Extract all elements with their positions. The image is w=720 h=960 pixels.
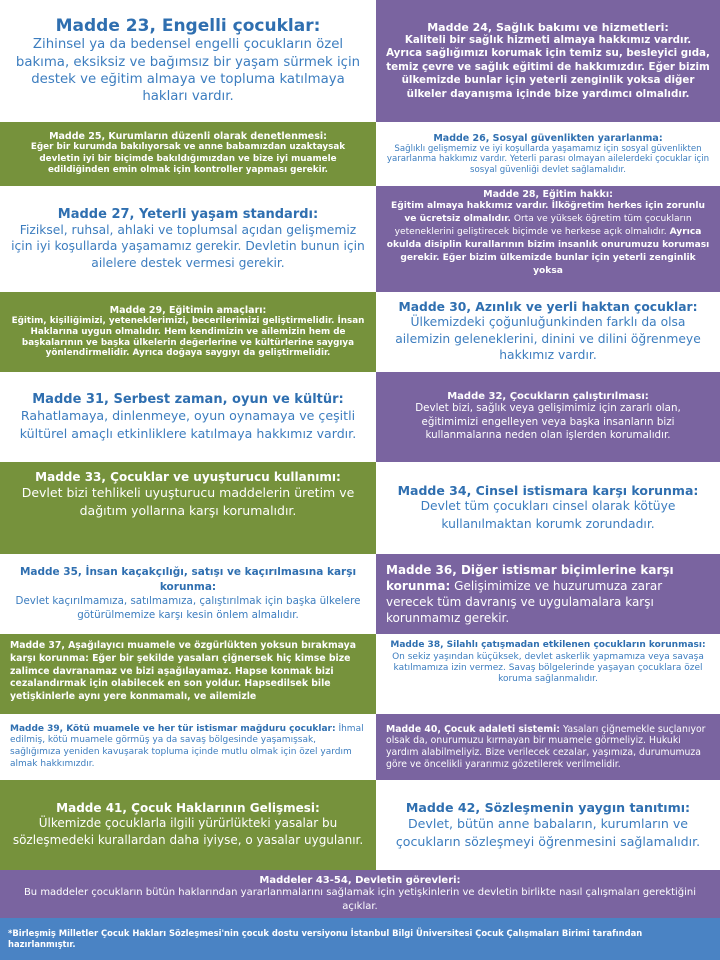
article-36-title: Madde 36, Diğer istismar biçimlerine karşı korunma: bbox=[386, 562, 674, 593]
articles-43-54-card bbox=[0, 870, 720, 918]
article-30-body: Ülkemizdeki çoğunluğunkinden farklı da olsa ailemizin geleneklerini, dinini ve dilini öğrenmeye hakkımız vardır. bbox=[395, 315, 701, 363]
article-34-card bbox=[376, 462, 720, 554]
article-24-title: Madde 24, Sağlık bakımı ve hizmetleri: bbox=[427, 21, 669, 35]
article-42-card bbox=[376, 780, 720, 870]
article-37-title: Madde 37, Aşağılayıcı muamele ve özgürlükten yoksun bırakmaya karşı korunma: bbox=[10, 640, 356, 664]
article-34-title: Madde 34, Cinsel istismara karşı korunma: bbox=[397, 483, 699, 499]
article-29-body: Eğitim, kişiliğimizi, yeteneklerimizi, becerilerimizi geliştirmelidir. İnsan Haklarına uygun olmalıdır. Hem kendimizin ve ailemizin hem de başkalarının ve başka ülkelerin değerlerine ve kültürlerine saygıya yönlendirmelidir. Ayrıca doğaya saygıyı da geliştirmelidir. bbox=[11, 315, 365, 359]
article-25-body: Eğer bir kurumda bakılıyorsak ve anne babamızdan uzaktaysak devletin iyi bir biçimde bakıldığımızdan ve bize iyi muamele edildiğinden emin olmak için kontroller yapması gerekir. bbox=[30, 142, 346, 176]
article-42-body: Devlet, bütün anne babaların, kurumların ve çocukların sözleşmeyi öğrenmesini sağlamalıdır. bbox=[395, 815, 701, 849]
article-23-body: Zihinsel ya da bedensel engelli çocukların özel bakıma, eksiksiz ve bağımsız bir yaşam sürmek için destek ve eğitim almaya ve topluma katılmaya hakları vardır. bbox=[15, 37, 361, 105]
article-23-title: Madde 23, Engelli çocuklar: bbox=[55, 16, 321, 37]
article-25-card bbox=[0, 122, 376, 186]
article-32-card bbox=[376, 372, 720, 462]
article-33-body: Devlet bizi tehlikeli uyuşturucu maddelerin üretim ve dağıtım yollarına karşı korumalıdır. bbox=[21, 485, 355, 518]
article-29-card bbox=[0, 292, 376, 372]
article-23-card bbox=[0, 0, 376, 122]
article-28-title: Madde 28, Eğitim hakkı: bbox=[483, 189, 613, 200]
article-28-body-part1: Eğitim almaya hakkımız vardır. İlköğretim herkes için zorunlu ve ücretsiz olmalıdır. bbox=[391, 201, 705, 224]
article-38-body: On sekiz yaşından küçüksek, devlet askerlik yapmamıza veya savaşa katılmamıza izin vermez. Savaş bölgelerinde yaşayan çocuklara özel koruma sağlanmalıdır. bbox=[392, 651, 704, 685]
article-26-body: Sağlıklı gelişmemiz ve iyi koşullarda yaşamamız için sosyal güvenlikten yararlanma hakkımız vardır. Yeterli parası olmayan ailelerdeki çocuklar için sosyal güvenliği devlet sağlamalıdır. bbox=[386, 144, 710, 175]
articles-43-54-title: Maddeler 43-54, Devletin görevleri: bbox=[259, 875, 461, 886]
article-36-card bbox=[376, 554, 720, 634]
article-29-title: Madde 29, Eğitimin amaçları: bbox=[109, 304, 267, 316]
article-33-title: Madde 33, Çocuklar ve uyuşturucu kullanımı: bbox=[35, 470, 341, 484]
article-34-body: Devlet tüm çocukları cinsel olarak kötüye kullanılmaktan korumk zorundadır. bbox=[420, 499, 676, 531]
article-35-title: Madde 35, İnsan kaçakçılığı, satışı ve kaçırılmasına karşı korunma: bbox=[19, 566, 357, 594]
article-39-body: İhmal edilmiş, kötü muamele görmüş ya da savaş bölgesinde yaşamışsak, sağlığımıza yeniden kavuşarak topluma içinde mutlu olmak için özel yardım almak hakkımızdır. bbox=[10, 723, 364, 769]
article-31-title: Madde 31, Serbest zaman, oyun ve kültür: bbox=[32, 391, 344, 407]
footnote-banner bbox=[0, 918, 720, 960]
article-27-card bbox=[0, 186, 376, 292]
article-26-title: Madde 26, Sosyal güvenlikten yararlanma: bbox=[433, 133, 663, 145]
article-38-title: Madde 38, Silahlı çatışmadan etkilenen çocukların korunması: bbox=[390, 640, 706, 650]
article-35-body: Devlet kaçırılmamıza, satılmamıza, çalıştırılmak için başka ülkelere götürülmemize karşı kesin önlem almalıdır. bbox=[15, 594, 361, 621]
article-40-card bbox=[376, 714, 720, 780]
article-35-card bbox=[0, 554, 376, 634]
article-24-body: Kaliteli bir sağlık hizmeti almaya hakkımız vardır. Ayrıca sağlığımızı korumak için temiz su, besleyici gıda, temiz çevre ve sağlık eğitimi de hakkımızdır. Eğer bizim ülkemizde bunlar için yeterli zenginlik yoksa diğer ülkeler dayanışma içinde bize yardımcı olmalıdır. bbox=[386, 34, 710, 100]
footnote-text: *Birleşmiş Milletler Çocuk Hakları Sözleşmesi'nin çocuk dostu versiyonu İstanbul Bilgi Üniversitesi Çocuk Çalışmaları Birimi tarafından hazırlanmıştır. bbox=[8, 927, 643, 949]
article-27-body: Fiziksel, ruhsal, ahlaki ve toplumsal açıdan gelişmemiz için iyi koşullarda yaşamamız gerekir. Devletin bunun için ailelere destek vermesi gerekir. bbox=[11, 222, 365, 270]
article-36-body: Gelişimimize ve huzurumuza zarar verecek tüm davranış ve uygulamalara karşı korunmamız gerekir. bbox=[386, 578, 663, 626]
article-30-card bbox=[376, 292, 720, 372]
article-41-body: Ülkemizde çocuklarla ilgili yürürlükteki yasalar bu sözleşmedeki kurallardan daha iyiyse, o yasalar uygulanır. bbox=[12, 816, 364, 847]
article-32-title: Madde 32, Çocukların çalıştırılması: bbox=[447, 390, 649, 402]
article-26-card bbox=[376, 122, 720, 186]
article-27-title: Madde 27, Yeterli yaşam standardı: bbox=[57, 206, 319, 222]
article-41-title: Madde 41, Çocuk Haklarının Gelişmesi: bbox=[56, 801, 320, 816]
article-40-body: Yasaları çiğnemekle suçlanıyor olsak da, onurumuzu kırmayan bir muamele görmeliyiz. Hukuki yardım alabilmeliyiz. Bize verilecek cezalar, yaşımıza, durumumuza göre ve öncelikli yararımız gözetilerek verilmelidir. bbox=[386, 723, 706, 770]
article-31-card bbox=[0, 372, 376, 462]
article-38-card bbox=[376, 634, 720, 714]
article-37-body: Eğer bir şekilde yasaları çiğnersek hiç kimse bize zalimce davranamaz ve bizi aşağılayamaz. Hapse konmak bizi cezalandırmak için olabilecek en son yoldur. Hapsedilsek bile yetişkinlerle aynı yere konmamalı, ve ailemizle bbox=[10, 652, 351, 703]
article-25-title: Madde 25, Kurumların düzenli olarak denetlenmesi: bbox=[49, 131, 327, 143]
article-39-title: Madde 39, Kötü muamele ve her tür istismar mağduru çocuklar: bbox=[10, 723, 336, 734]
articles-43-54-body: Bu maddeler çocukların bütün haklarından yararlanmalarını sağlamak için yetişkinlerin ve devletin birlikte nasıl çalışmaları gerektiğini açıklar. bbox=[23, 887, 697, 912]
article-42-title: Madde 42, Sözleşmenin yaygın tanıtımı: bbox=[405, 799, 691, 815]
article-30-title: Madde 30, Azınlık ve yerli haktan çocuklar: bbox=[398, 300, 698, 315]
article-28-body-part3: Ayrıca okulda disiplin kurallarının bizim insanlık onurumuzu koruması gerekir. Eğer bizim ülkemizde bunlar için yeterli zenginlik yoksa bbox=[386, 226, 710, 276]
article-37-card bbox=[0, 634, 376, 714]
article-40-title: Madde 40, Çocuk adaleti sistemi: bbox=[386, 723, 560, 735]
article-32-body: Devlet bizi, sağlık veya gelişimimiz için zararlı olan, eğitimimizi engelleyen veya başka insanların bizi kullanmalarına neden olan işlerden korumalıdır. bbox=[415, 401, 681, 442]
article-33-card bbox=[0, 462, 376, 554]
article-28-card bbox=[376, 186, 720, 292]
article-39-card bbox=[0, 714, 376, 780]
article-24-card bbox=[376, 0, 720, 122]
article-31-body: Rahatlamaya, dinlenmeye, oyun oynamaya ve çeşitli kültürel amaçlı etkinliklere katılmaya hakkımız vardır. bbox=[19, 407, 357, 441]
article-28-body-part2: Orta ve yüksek öğretim tüm çocukların yeteneklerini geliştirecek biçimde ve herkese açık olmalıdır. bbox=[394, 213, 692, 237]
article-41-card bbox=[0, 780, 376, 870]
